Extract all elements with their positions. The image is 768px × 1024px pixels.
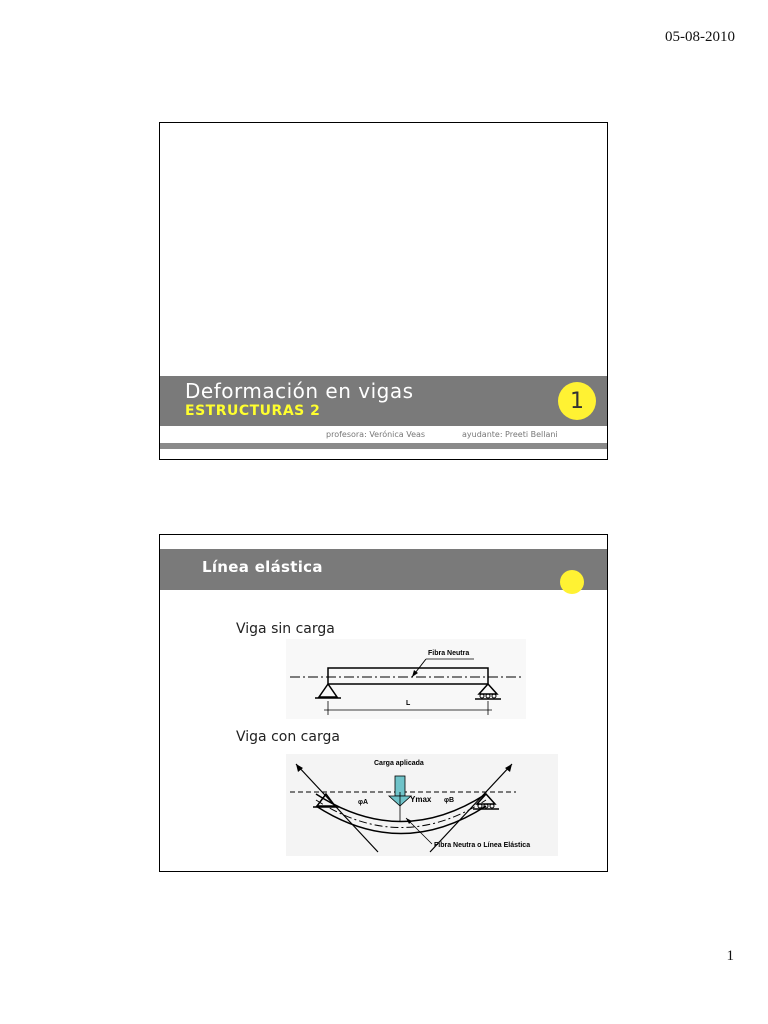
slide-title — [159, 122, 608, 460]
slide-heading: Línea elástica — [202, 558, 323, 576]
yellow-dot-icon — [560, 570, 584, 594]
caption-unloaded-beam: Viga sin carga — [236, 621, 335, 637]
label-theta-a: φA — [358, 799, 369, 806]
assistant-credit: ayudante: Preeti Bellani — [462, 430, 558, 439]
label-length: L — [406, 700, 411, 707]
page-date: 05-08-2010 — [665, 29, 735, 45]
label-theta-b: φB — [444, 797, 455, 804]
label-applied-load: Carga aplicada — [374, 760, 424, 767]
page-number: 1 — [726, 948, 734, 964]
label-neutral-fiber: Fibra Neutra — [428, 650, 470, 657]
professor-credit: profesora: Verónica Veas — [326, 430, 426, 439]
slide-number-badge: 1 — [558, 382, 596, 420]
credits-bar — [160, 426, 607, 444]
slide-elastic-line — [159, 534, 608, 872]
diagram-unloaded-beam — [286, 639, 526, 723]
title-band — [160, 376, 607, 426]
header-band — [160, 549, 607, 590]
diagram-loaded-beam — [286, 754, 558, 860]
caption-loaded-beam: Viga con carga — [236, 729, 340, 745]
label-ymax: Ymax — [410, 795, 432, 804]
slide-title-text: Deformación en vigas — [185, 379, 414, 403]
label-elastic-line: Fibra Neutra o Línea Elástica — [434, 842, 531, 849]
slide-subtitle-text: ESTRUCTURAS 2 — [185, 403, 321, 419]
bottom-stripe — [160, 443, 607, 449]
